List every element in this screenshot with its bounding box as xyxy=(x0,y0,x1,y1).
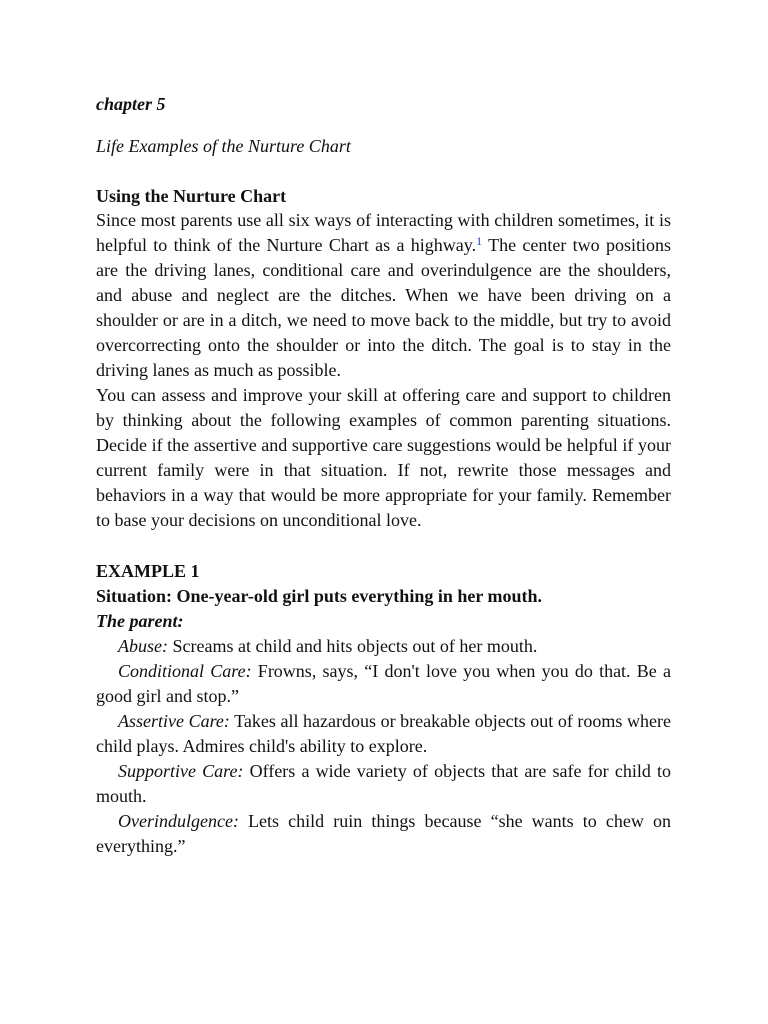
response-conditional-care xyxy=(96,659,671,709)
response-label: Supportive Care: xyxy=(118,761,244,781)
assessment-paragraph: You can assess and improve your skill at offering care and support to children by thinking about the following examples of common parenting situations. Decide if the assertive and supportive care suggestions would be helpful if your current family were in that situation. If not, rewrite those messages and behaviors in a way that would be more appropriate for your family. Remember to base your decisions on unconditional love. xyxy=(96,385,671,530)
response-label: Conditional Care: xyxy=(118,661,252,681)
section-heading: Using the Nurture Chart xyxy=(96,186,287,206)
example-situation: Situation: One-year-old girl puts everything in her mouth. xyxy=(96,586,543,606)
intro-paragraph-text: Since most parents use all six ways of interacting with children sometimes, it is helpful to think of the Nurture Chart as a highway. xyxy=(96,210,671,255)
response-text: Offers a wide variety of objects that are safe for child to mouth. xyxy=(96,761,671,806)
response-supportive-care xyxy=(96,759,671,809)
response-text: Screams at child and hits objects out of her mouth. xyxy=(167,636,538,656)
intro-paragraph-continuation: The center two positions are the driving lanes, conditional care and overindulgence are the shoulders, and abuse and neglect are the ditches. When we have been driving on a shoulder or are in a ditch, we need to move back to the middle, but try to avoid overcorrecting onto the shoulder or into the ditch. The goal is to stay in the driving lanes as much as possible. xyxy=(96,235,671,380)
response-abuse xyxy=(96,634,671,659)
response-label: Overindulgence: xyxy=(118,811,239,831)
response-text: Takes all hazardous or breakable objects out of rooms where child plays. Admires child's ability to explore. xyxy=(96,711,671,756)
response-assertive-care xyxy=(96,709,671,759)
example-block xyxy=(96,559,671,859)
response-label: Assertive Care: xyxy=(118,711,230,731)
intro-paragraph xyxy=(96,208,671,383)
chapter-label: chapter 5 xyxy=(96,94,166,114)
response-overindulgence xyxy=(96,809,671,859)
footnote-link[interactable]: 1 xyxy=(476,234,483,248)
response-label: Abuse: xyxy=(118,636,168,656)
response-text: Frowns, says, “I don't love you when you do that. Be a good girl and stop.” xyxy=(96,661,671,706)
example-title: EXAMPLE 1 xyxy=(96,561,200,581)
chapter-subtitle: Life Examples of the Nurture Chart xyxy=(96,136,351,156)
response-text: Lets child ruin things because “she wants to chew on everything.” xyxy=(96,811,671,856)
example-parent-heading: The parent: xyxy=(96,611,184,631)
